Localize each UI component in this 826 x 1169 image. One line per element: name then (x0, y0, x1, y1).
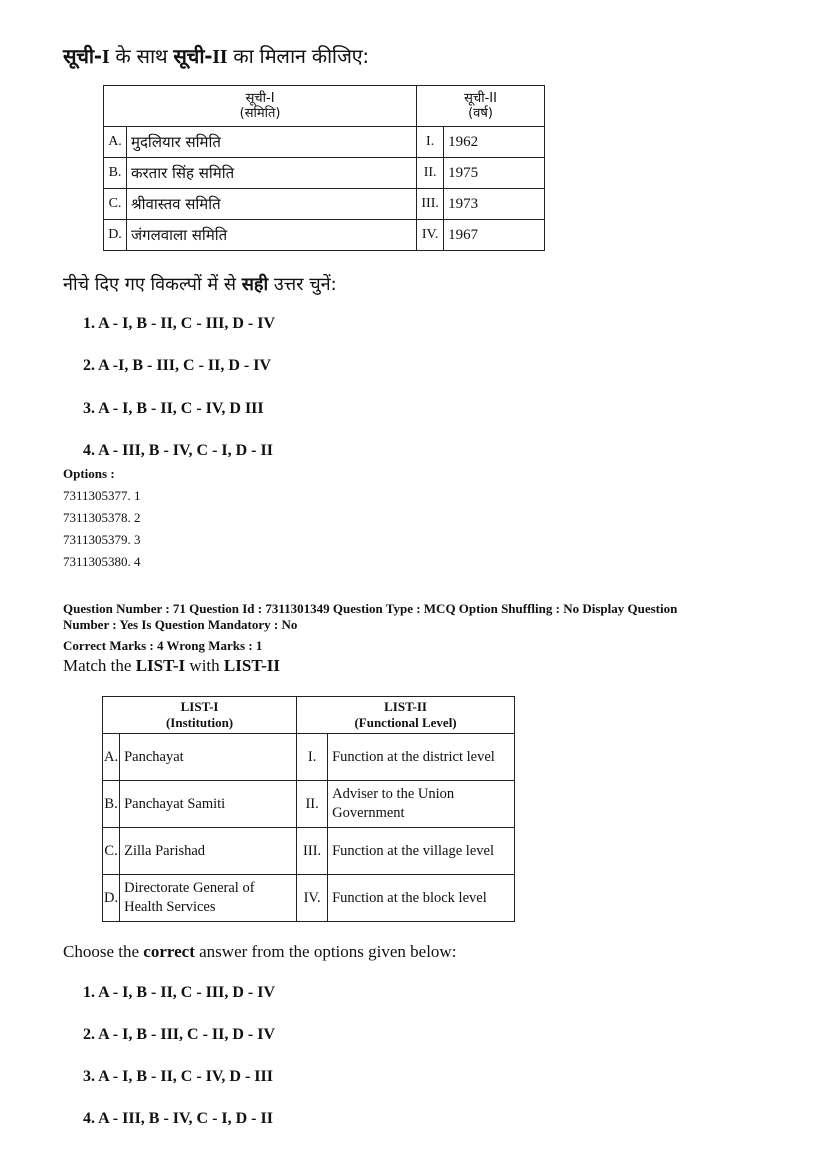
option-4: 4. A - III, B - IV, C - I, D - II (83, 442, 273, 459)
option-id: 7311305379. 3 (63, 532, 141, 547)
option-2: 2. A - I, B - III, C - II, D - IV (83, 1026, 276, 1043)
table-row: B. Panchayat Samiti II. Adviser to the Union Government (103, 781, 515, 828)
table-header-right: LIST-II (Functional Level) (297, 697, 515, 734)
question-marks: Correct Marks : 4 Wrong Marks : 1 (63, 638, 263, 653)
question-meta-line2: Number : Yes Is Question Mandatory : No (63, 617, 298, 632)
choose-instruction-hindi: नीचे दिए गए विकल्पों में से सही उत्तर चुनें: (63, 274, 337, 295)
question-meta-line1: Question Number : 71 Question Id : 7311301349 Question Type : MCQ Option Shuffling : No Display Question (63, 601, 678, 616)
table-header-right: सूची-II (वर्ष) (417, 86, 545, 127)
option-id: 7311305377. 1 (63, 488, 141, 503)
option-id: 7311305378. 2 (63, 510, 141, 525)
table-row: C. श्रीवास्तव समिति III. 1973 (104, 189, 545, 220)
table-header-left: सूची-I (समिति) (104, 86, 417, 127)
table-header-left: LIST-I (Institution) (103, 697, 297, 734)
options-label: Options : (63, 466, 115, 481)
table-row: D. जंगलवाला समिति IV. 1967 (104, 220, 545, 251)
match-table-english (102, 696, 515, 922)
option-3: 3. A - I, B - II, C - IV, D - III (83, 1068, 273, 1085)
option-1: 1. A - I, B - II, C - III, D - IV (83, 315, 276, 332)
option-3: 3. A - I, B - II, C - IV, D III (83, 400, 264, 417)
table-row: D. Directorate General of Health Services IV. Function at the block level (103, 875, 515, 922)
option-2: 2. A -I, B - III, C - II, D - IV (83, 357, 272, 374)
table-row: A. मुदलियार समिति I. 1962 (104, 127, 545, 158)
question-title-english: Match the LIST-I with LIST-II (63, 656, 280, 675)
option-id: 7311305380. 4 (63, 554, 141, 569)
table-row: A. Panchayat I. Function at the district level (103, 734, 515, 781)
table-row: B. करतार सिंह समिति II. 1975 (104, 158, 545, 189)
question-title-hindi: सूची-I के साथ सूची-II का मिलान कीजिए: (63, 44, 369, 68)
match-table-hindi (103, 85, 545, 251)
choose-instruction-english: Choose the correct answer from the options given below: (63, 942, 457, 961)
table-row: C. Zilla Parishad III. Function at the village level (103, 828, 515, 875)
option-1: 1. A - I, B - II, C - III, D - IV (83, 984, 276, 1001)
option-4: 4. A - III, B - IV, C - I, D - II (83, 1110, 273, 1127)
